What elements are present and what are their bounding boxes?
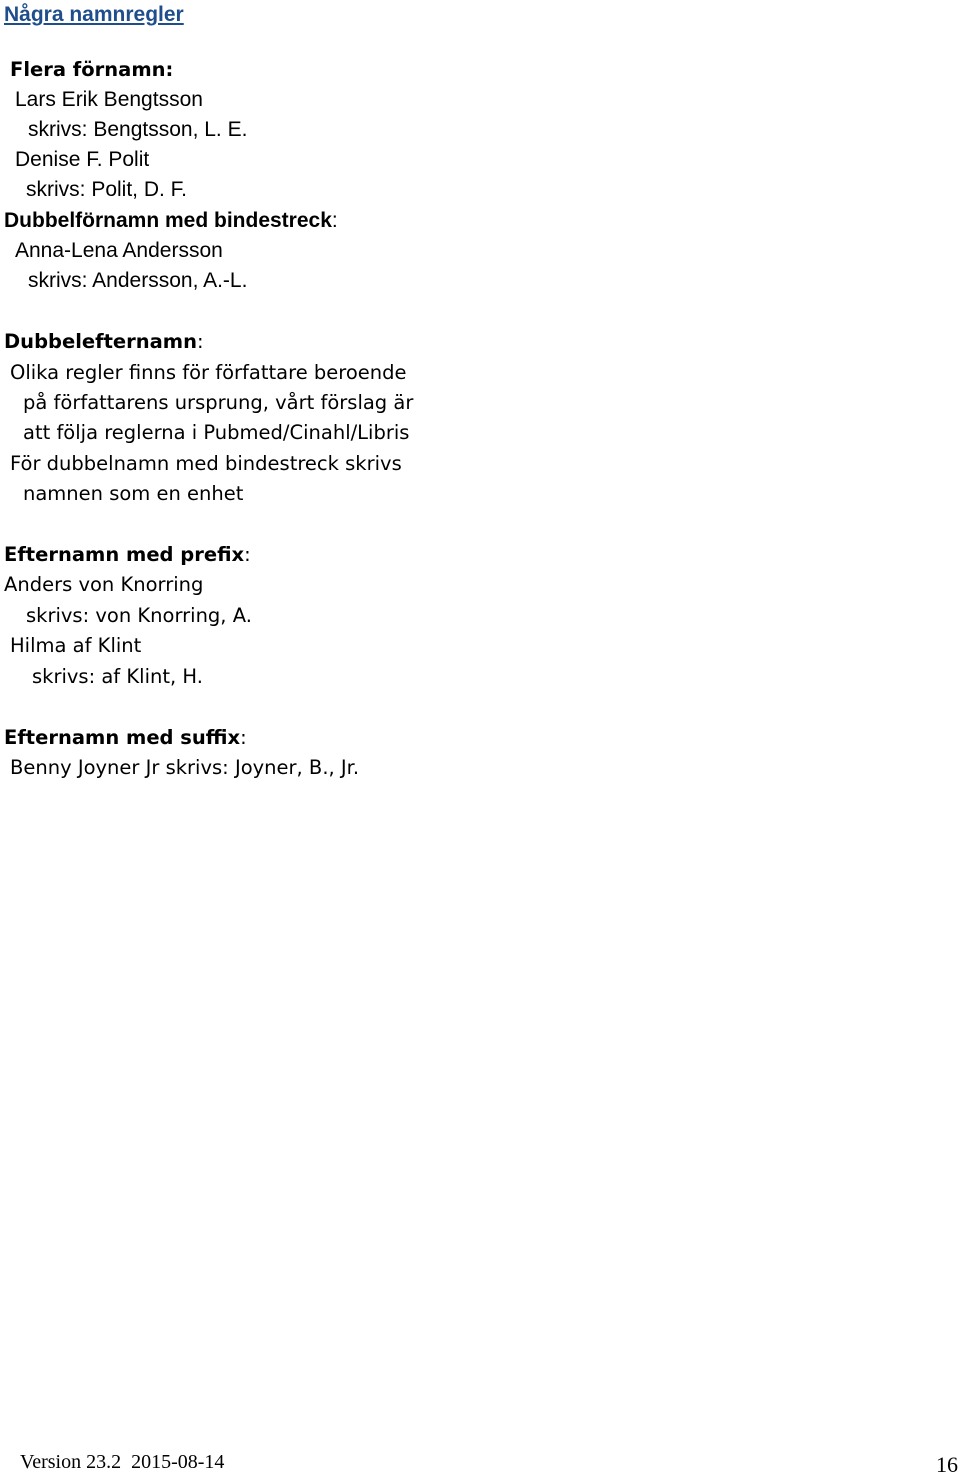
- heading-dubbelfornamn: [4, 208, 338, 234]
- example-written: skrivs: af Klint, H.: [32, 665, 203, 688]
- heading-text: Dubbelförnamn med bindestreck: [4, 209, 332, 232]
- example-name: Anders von Knorring: [4, 573, 204, 596]
- paragraph-line: namnen som en enhet: [23, 482, 244, 505]
- example-name: Anna-Lena Andersson: [15, 239, 223, 262]
- example-name: Lars Erik Bengtsson: [15, 88, 203, 111]
- example-name: Hilma af Klint: [10, 634, 142, 657]
- example-written: skrivs: Bengtsson, L. E.: [28, 118, 248, 141]
- footer-version: Version 23.2 2015-08-14: [20, 1451, 225, 1473]
- paragraph-line: För dubbelnamn med bindestreck skrivs: [10, 452, 402, 475]
- heading-flera-fornamn: Flera förnamn:: [10, 58, 174, 81]
- example-written: skrivs: Polit, D. F.: [26, 178, 188, 201]
- example-written: skrivs: Andersson, A.-L.: [28, 269, 248, 292]
- heading-dubbelefternamn: [4, 329, 204, 355]
- heading-colon: :: [331, 209, 338, 232]
- page-title: Några namnregler: [4, 3, 184, 26]
- heading-colon: :: [197, 330, 204, 353]
- paragraph-line: på författarens ursprung, vårt förslag är: [23, 391, 414, 414]
- heading-colon: :: [240, 726, 247, 749]
- page-number: 16: [936, 1452, 958, 1477]
- heading-prefix: [4, 542, 251, 568]
- heading-suffix: [4, 725, 247, 751]
- paragraph-line: Olika regler finns för författare beroende: [10, 361, 407, 384]
- heading-text: Efternamn med prefix: [4, 543, 245, 566]
- heading-text: Dubbelefternamn: [4, 330, 198, 353]
- heading-colon: :: [244, 543, 251, 566]
- paragraph-line: att följa reglerna i Pubmed/Cinahl/Libris: [23, 421, 410, 444]
- example-suffix: Benny Joyner Jr skrivs: Joyner, B., Jr.: [10, 756, 360, 779]
- heading-text: Efternamn med suffix: [4, 726, 241, 749]
- example-name: Denise F. Polit: [15, 148, 150, 171]
- example-written: skrivs: von Knorring, A.: [26, 604, 252, 627]
